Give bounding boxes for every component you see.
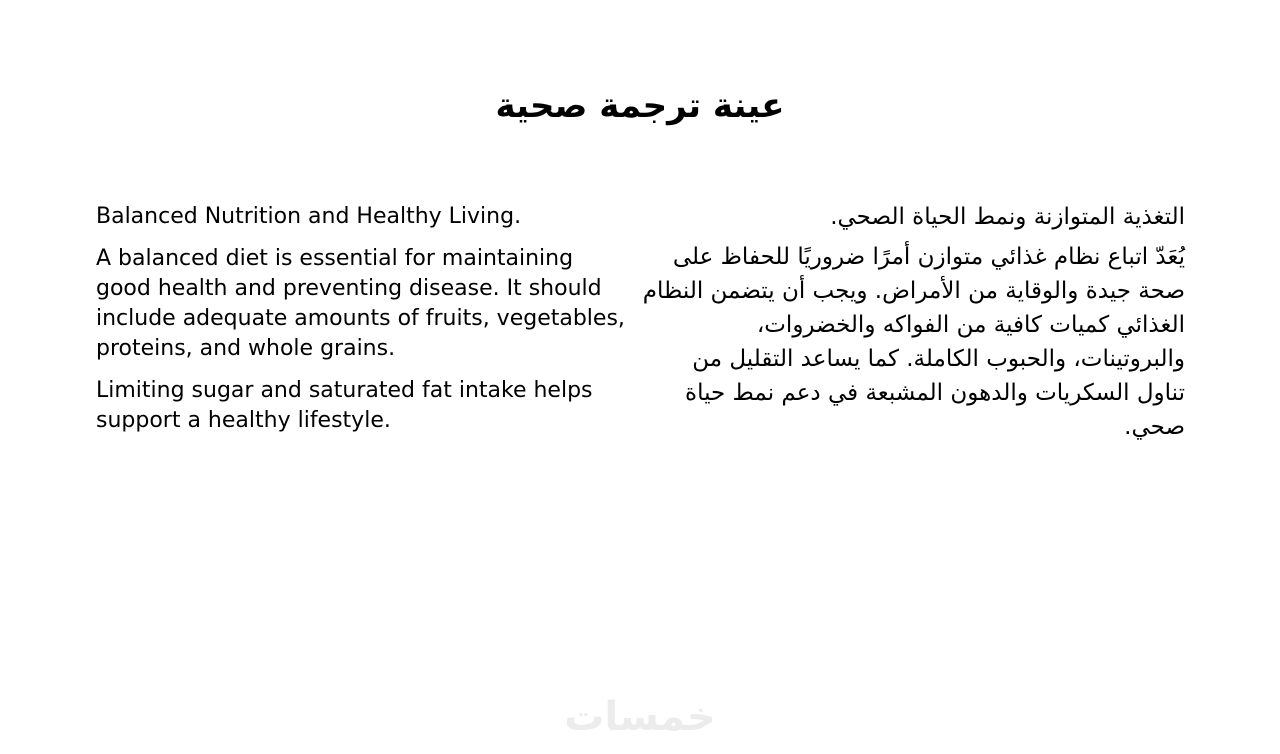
arabic-heading: التغذية المتوازنة ونمط الحياة الصحي. — [830, 204, 1185, 230]
english-paragraph-2: Limiting sugar and saturated fat intake helps support a healthy lifestyle. — [96, 378, 593, 433]
watermark-logo: خمسات — [564, 694, 716, 740]
slide-title: عينة ترجمة صحية — [495, 86, 785, 126]
arabic-paragraph: يُعَدّ اتباع نظام غذائي متوازن أمرًا ضروريًا للحفاظ على صحة جيدة والوقاية من الأمراض. ويجب أن يتضمن النظام الغذائي كميات كافية من الفواكه والخضروات، والبروتينات، والحبوب الكاملة. كما يساعد التقليل من تناول السكريات والدهون المشبعة في دعم نمط حياة صحي. — [642, 244, 1185, 440]
arabic-column — [640, 200, 1185, 450]
english-column — [96, 202, 626, 448]
english-paragraph-1: A balanced diet is essential for maintaining good health and preventing disease. It should include adequate amounts of fruits, vegetables, proteins, and whole grains. — [96, 246, 625, 361]
english-heading: Balanced Nutrition and Healthy Living. — [96, 204, 522, 229]
